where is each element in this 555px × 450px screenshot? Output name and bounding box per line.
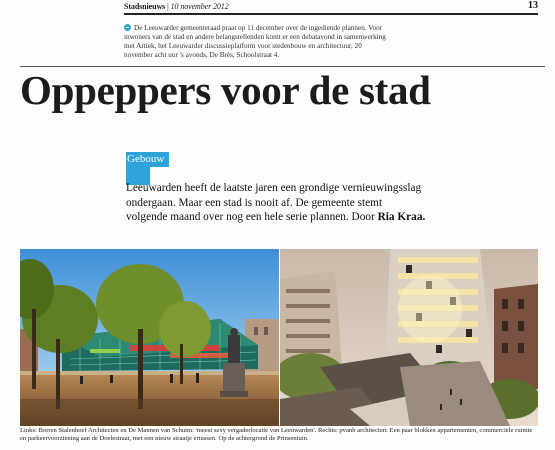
intro-text: Leeuwarden heeft de laatste jaren een grondige vernieuwingsslag ondergaan. Maar een stad is nooit af. De gemeente stemt volgende maand over nog een hele serie plannen. Door bbox=[126, 182, 422, 223]
notice-text: De Leeuwarder gemeenteraad praat op 11 december over de ingediende plannen. Voor inwoners van de stad en andere belangstellenden komt er een debatavond in samenwerking met Artiek, het Leeuwarder discussieplatform voor stedenbouw en architectuur, 20 november acht uur 's avonds, De Brès, Schoolstraat 4. bbox=[124, 24, 386, 59]
issue-date: 10 november 2012 bbox=[170, 2, 229, 11]
header-separator: | bbox=[167, 2, 169, 11]
author-name: Ria Kraa. bbox=[377, 211, 426, 223]
header-section bbox=[124, 2, 229, 11]
rendering-tower-blocks bbox=[280, 249, 538, 426]
rendering-green-glass-building bbox=[20, 249, 279, 426]
header-rule bbox=[124, 13, 538, 15]
info-bullet-icon bbox=[124, 24, 131, 31]
article-intro bbox=[126, 181, 426, 225]
page-header bbox=[124, 0, 538, 15]
photo-caption: Links: Borren Stalenhoef Architecten en De Mannen van Schuim: 'meest sexy vergaderlocatie van Leeuwarden'. Rechts: pvanb architecten: Een paar blokken appartementen, commerciële ruimte en parkeervoorziening aan de Doelestraat, met een nieuw straatje ertussen. Op de achtergrond de Prinsentuin. bbox=[20, 427, 533, 443]
photo-right bbox=[280, 249, 538, 426]
page-number: 13 bbox=[528, 0, 538, 11]
notice-box bbox=[124, 24, 386, 59]
rubric-label: Gebouw bbox=[126, 152, 169, 167]
article-headline: Oppeppers voor de stad bbox=[20, 67, 431, 113]
section-name: Stadsnieuws bbox=[124, 2, 166, 11]
photo-left bbox=[20, 249, 279, 426]
